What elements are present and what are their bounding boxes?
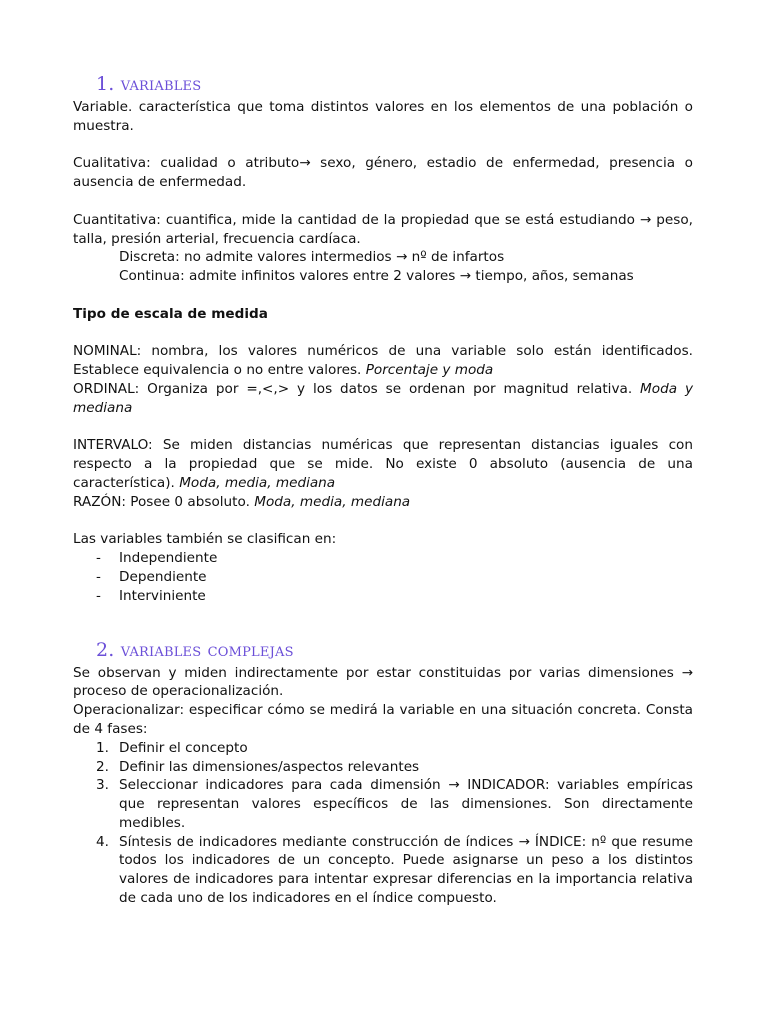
intervalo-stats: Moda, media, mediana: [179, 474, 336, 491]
nominal-text: NOMINAL: nombra, los valores numéricos de una variable solo están identificados. Establece equivalencia o no entre valores.: [73, 343, 693, 379]
ordinal-text: ORDINAL: Organiza por =,<,> y los datos se ordenan por magnitud relativa.: [73, 380, 641, 397]
ordinal-stats: Moda y mediana: [73, 380, 693, 416]
discreta-line: Discreta: no admite valores intermedios → nº de infartos: [119, 249, 505, 266]
cuantitativa-paragraph: Cuantitativa: cuantifica, mide la cantidad de la propiedad que se está estudiando → peso, talla, presión arterial, frecuencia cardíaca.: [73, 211, 693, 247]
list-item: 1. Definir el concepto: [96, 739, 248, 756]
classify-list: [73, 549, 693, 605]
list-dash: -: [96, 568, 101, 585]
continua-line: Continua: admite infinitos valores entre 2 valores → tiempo, años, semanas: [119, 268, 634, 285]
list-item: - Dependiente: [96, 568, 207, 585]
scale-subheading: Tipo de escala de medida: [73, 305, 268, 322]
list-item: 3. Seleccionar indicadores para cada dimensión → INDICADOR: variables empíricas que representan valores específicos de las dimensiones. Son directamente medibles.: [96, 777, 693, 831]
razon-stats: Moda, media, mediana: [254, 493, 411, 510]
complex-intro: Se observan y miden indirectamente por estar constituidas por varias dimensiones → proceso de operacionalización.: [73, 664, 693, 700]
razon-text: RAZÓN: Posee 0 absoluto.: [73, 493, 255, 510]
document-content: [73, 70, 693, 908]
ordinal-paragraph: [73, 380, 693, 418]
list-item: 4. Síntesis de indicadores mediante construcción de índices → ÍNDICE: nº que resume todos los indicadores de un concepto. Puede asignarse un peso a los distintos valores de indicadores para intentar expresar diferencias en la importancia relativa de cada uno de los indicadores en el índice compuesto.: [96, 833, 693, 907]
nominal-paragraph: [73, 342, 693, 380]
cualitativa-paragraph: Cualitativa: cualidad o atributo→ sexo, género, estadio de enfermedad, presencia o ausencia de enfermedad.: [73, 155, 693, 191]
intervalo-text: INTERVALO: Se miden distancias numéricas que representan distancias iguales con respecto a la propiedad que se mide. No existe 0 absoluto (ausencia de una característica).: [73, 437, 693, 491]
variable-definition: Variable. característica que toma distintos valores en los elementos de una población o muestra.: [73, 99, 693, 134]
razon-paragraph: [73, 493, 693, 512]
list-item: - Interviniente: [96, 587, 206, 604]
list-dash: -: [96, 587, 101, 604]
section-2-heading: 2. variables complejas: [96, 638, 294, 661]
list-item: 2. Definir las dimensiones/aspectos relevantes: [96, 758, 420, 775]
operacionalizar-paragraph: Operacionalizar: especificar cómo se medirá la variable en una situación concreta. Consta de 4 fases:: [73, 702, 693, 737]
phases-list: [73, 739, 693, 908]
list-item: - Independiente: [96, 550, 218, 567]
classify-intro: Las variables también se clasifican en:: [73, 531, 337, 548]
nominal-stats: Porcentaje y moda: [365, 362, 494, 379]
intervalo-paragraph: [73, 436, 693, 492]
list-dash: -: [96, 550, 101, 567]
section-1-heading: 1. variables: [96, 73, 202, 95]
